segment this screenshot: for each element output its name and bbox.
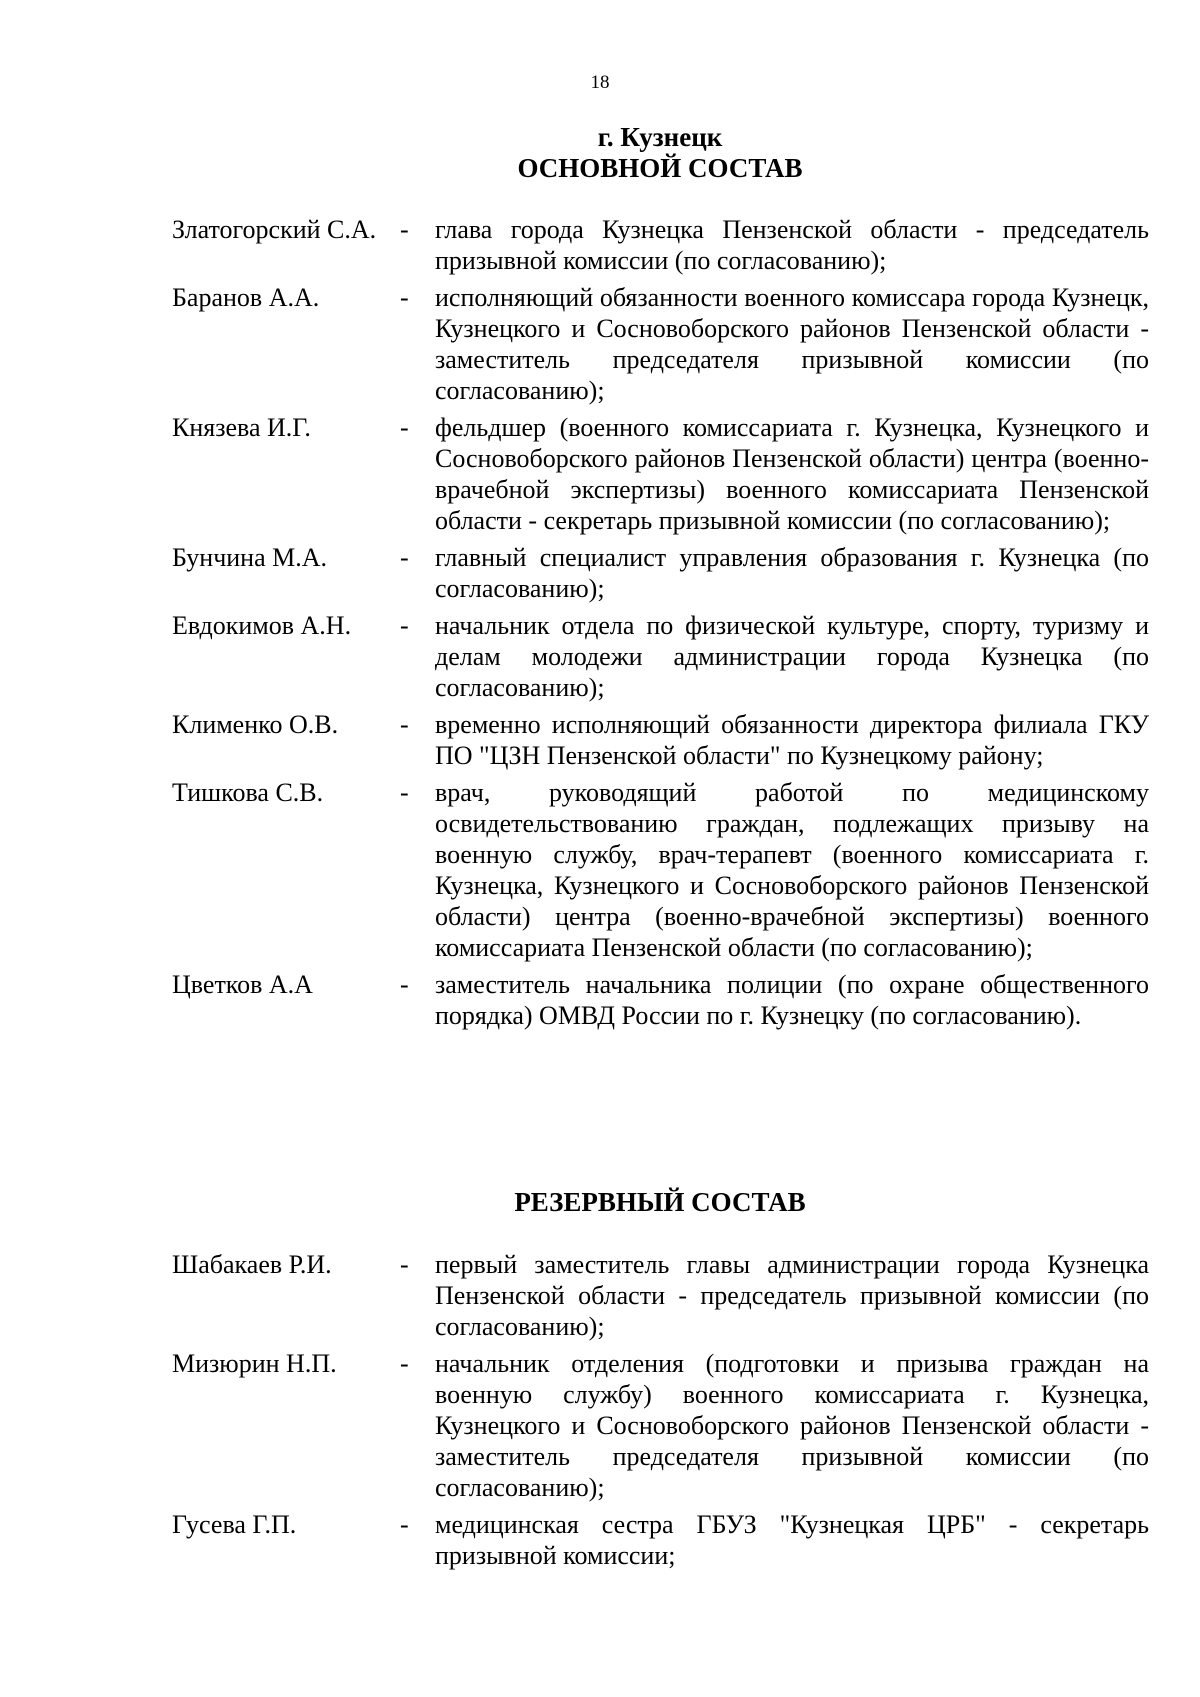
member-role: главный специалист управления образования г. Кузнецка (по согласованию); (435, 543, 1149, 603)
member-dash: - (400, 215, 409, 244)
member-dash: - (400, 543, 409, 572)
reserve-members-list (172, 1249, 1149, 1577)
member-row (172, 542, 1149, 604)
member-dash: - (400, 1510, 409, 1539)
member-dash: - (400, 283, 409, 312)
member-name: Тишкова С.В. (172, 778, 324, 807)
member-name: Бунчина М.А. (172, 543, 328, 572)
member-dash: - (400, 710, 409, 739)
member-name: Баранов А.А. (172, 283, 320, 312)
member-dash: - (400, 1349, 409, 1378)
member-role: начальник отделения (подготовки и призыва граждан на военную службу) военного комиссариата г. Кузнецка, Кузнецкого и Сосновоборского районов Пензенской области - заместитель председателя призывной комиссии (по согласованию); (435, 1349, 1149, 1502)
member-name: Златогорский С.А. (172, 215, 377, 244)
member-dash: - (400, 413, 409, 442)
member-row (172, 610, 1149, 703)
main-section-title: ОСНОВНОЙ СОСТАВ (517, 153, 803, 183)
member-name: Мизюрин Н.П. (172, 1349, 337, 1378)
member-role: начальник отдела по физической культуре, спорту, туризму и делам молодежи администрации города Кузнецка (по согласованию); (435, 611, 1149, 702)
member-row (172, 282, 1149, 406)
member-name: Гусева Г.П. (172, 1510, 297, 1539)
reserve-section-title: РЕЗЕРВНЫЙ СОСТАВ (514, 1187, 806, 1217)
city-title: г. Кузнецк (597, 122, 723, 152)
member-name: Евдокимов А.Н. (172, 611, 352, 640)
member-role: заместитель начальника полиции (по охране общественного порядка) ОМВД России по г. Кузнецку (по согласованию). (435, 970, 1149, 1030)
member-row (172, 969, 1149, 1031)
member-row (172, 1348, 1149, 1503)
member-role: глава города Кузнецка Пензенской области - председатель призывной комиссии (по согласованию); (435, 215, 1149, 275)
member-row (172, 777, 1149, 963)
member-name: Цветков А.А (172, 970, 313, 999)
member-role: временно исполняющий обязанности директора филиала ГКУ ПО "ЦЗН Пензенской области" по Кузнецкому району; (435, 710, 1149, 770)
member-row (172, 214, 1149, 276)
member-name: Князева И.Г. (172, 413, 311, 442)
member-name: Клименко О.В. (172, 710, 339, 739)
member-role: фельдшер (военного комиссариата г. Кузнецка, Кузнецкого и Сосновоборского районов Пензенской области) центра (военно-врачебной экспертизы) военного комиссариата Пензенской области - секретарь призывной комиссии (по согласованию); (435, 413, 1149, 535)
member-role: первый заместитель главы администрации города Кузнецка Пензенской области - председатель призывной комиссии (по согласованию); (435, 1250, 1149, 1341)
member-dash: - (400, 778, 409, 807)
member-role: исполняющий обязанности военного комиссара города Кузнецк, Кузнецкого и Сосновоборского районов Пензенской области - заместитель председателя призывной комиссии (по согласованию); (435, 283, 1149, 405)
member-dash: - (400, 1250, 409, 1279)
member-role: врач, руководящий работой по медицинскому освидетельствованию граждан, подлежащих призыву на военную службу, врач-терапевт (военного комиссариата г. Кузнецка, Кузнецкого и Сосновоборского районов Пензенской области) центра (военно-врачебной экспертизы) военного комиссариата Пензенской области (по согласованию); (435, 778, 1149, 962)
member-name: Шабакаев Р.И. (172, 1250, 332, 1279)
member-row (172, 709, 1149, 771)
member-dash: - (400, 970, 409, 999)
member-dash: - (400, 611, 409, 640)
main-members-list (172, 214, 1149, 1037)
member-row (172, 1509, 1149, 1571)
page-number: 18 (590, 72, 610, 93)
member-row (172, 1249, 1149, 1342)
member-role: медицинская сестра ГБУЗ "Кузнецкая ЦРБ" - секретарь призывной комиссии; (435, 1510, 1149, 1570)
member-row (172, 412, 1149, 536)
